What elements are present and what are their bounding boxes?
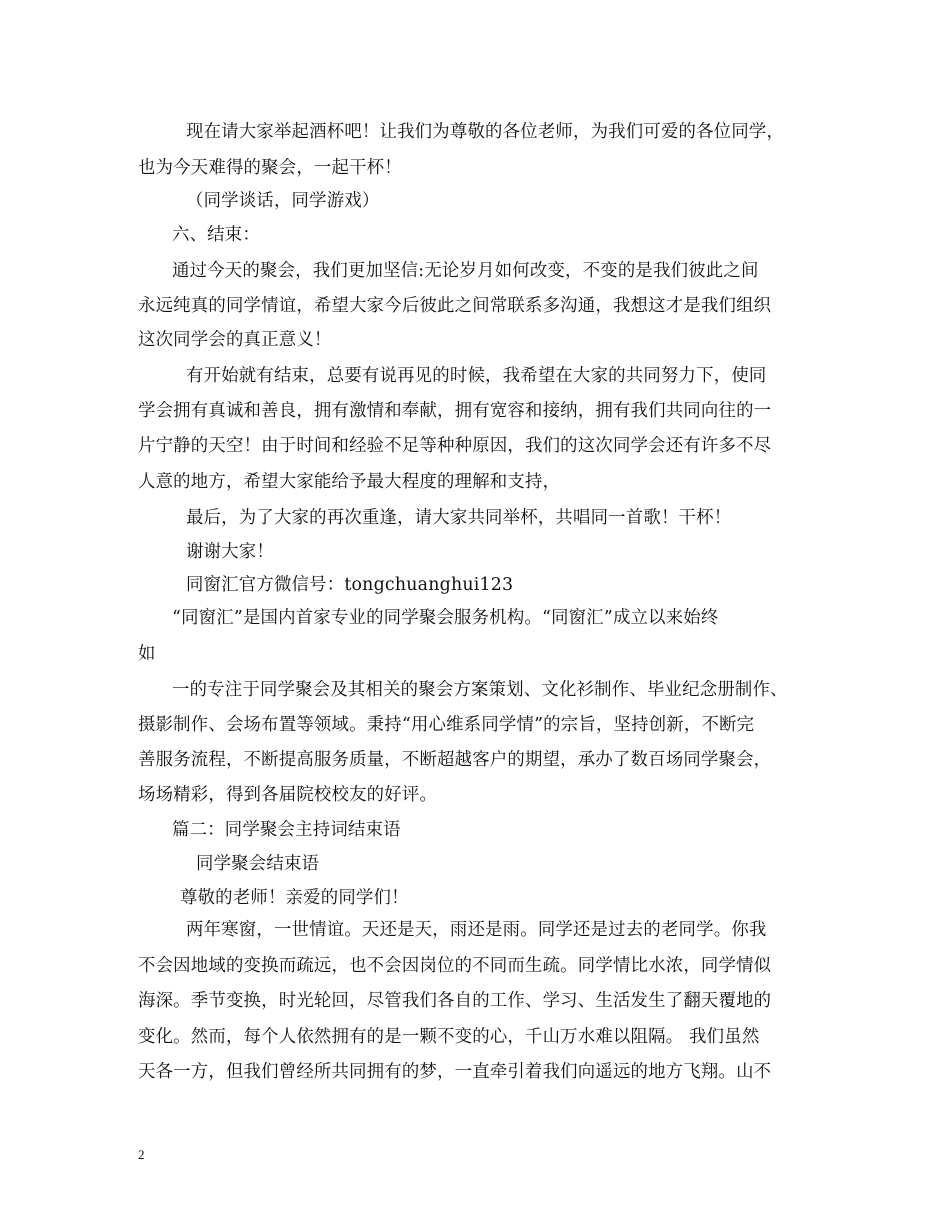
text-line: 通过今天的聚会，我们更加坚信:无论岁月如何改变，不变的是我们彼此之间: [172, 261, 759, 281]
text-line: 不会因地域的变换而疏远，也不会因岗位的不同而生疏。同学情比水浓，同学情似: [138, 956, 772, 976]
text-line: “同窗汇”是国内首家专业的同学聚会服务机构。“同窗汇”成立以来始终: [172, 608, 719, 628]
text-line: 善服务流程，不断提高服务质量，不断超越客户的期望，承办了数百场同学聚会，: [138, 750, 772, 770]
text-line: 最后，为了大家的再次重逢，请大家共同举杯，共唱同一首歌！干杯！: [186, 508, 732, 528]
text-line: 有开始就有结束，总要有说再见的时候，我希望在大家的共同努力下，使同: [186, 366, 767, 386]
text-line: 片宁静的天空！由于时间和经验不足等种种原因，我们的这次同学会还有许多不尽: [138, 436, 772, 456]
section-heading: 六、结束：: [172, 225, 260, 245]
text-line: 海深。季节变换，时光轮回，尽管我们各自的工作、学习、生活发生了翻天覆地的: [138, 991, 772, 1011]
text-line: 也为今天难得的聚会，一起干杯！: [138, 158, 402, 178]
text-line: 天各一方，但我们曾经所共同拥有的梦，一直牵引着我们向遥远的地方飞翔。山不: [138, 1062, 772, 1082]
text-line: 如: [138, 644, 156, 664]
text-line: 变化。然而，每个人依然拥有的是一颗不变的心，千山万水难以阻隔。 我们虽然: [138, 1027, 760, 1047]
text-line: 永远纯真的同学情谊，希望大家今后彼此之间常联系多沟通，我想这才是我们组织: [138, 296, 772, 316]
text-line: 一的专注于同学聚会及其相关的聚会方案策划、文化衫制作、毕业纪念册制作、: [172, 680, 788, 700]
text-line: 摄影制作、会场布置等领域。秉持“用心维系同学情”的宗旨，坚持创新，不断完: [138, 715, 755, 735]
text-line: 场场精彩，得到各届院校校友的好评。: [138, 785, 438, 805]
text-line: 这次同学会的真正意义！: [138, 330, 332, 350]
text-line: 谢谢大家！: [186, 542, 274, 562]
text-line: 人意的地方，希望大家能给予最大程度的理解和支持，: [138, 472, 561, 492]
text-line: 尊敬的老师！亲爱的同学们！: [180, 888, 409, 908]
text-line: 两年寒窗，一世情谊。天还是天，雨还是雨。同学还是过去的老同学。你我: [186, 920, 767, 940]
page-number: 2: [138, 1147, 145, 1162]
section-subtitle: 同学聚会结束语: [196, 854, 320, 874]
text-line: 学会拥有真诚和善良，拥有激情和奉献，拥有宽容和接纳，拥有我们共同向往的一: [138, 401, 772, 421]
text-line: （同学谈话，同学游戏）: [186, 191, 380, 211]
text-line: 现在请大家举起酒杯吧！让我们为尊敬的各位老师，为我们可爱的各位同学，: [186, 122, 785, 142]
section-heading: 篇二：同学聚会主持词结束语: [172, 820, 401, 840]
text-line: 同窗汇官方微信号：tongchuanghui123: [186, 575, 514, 595]
